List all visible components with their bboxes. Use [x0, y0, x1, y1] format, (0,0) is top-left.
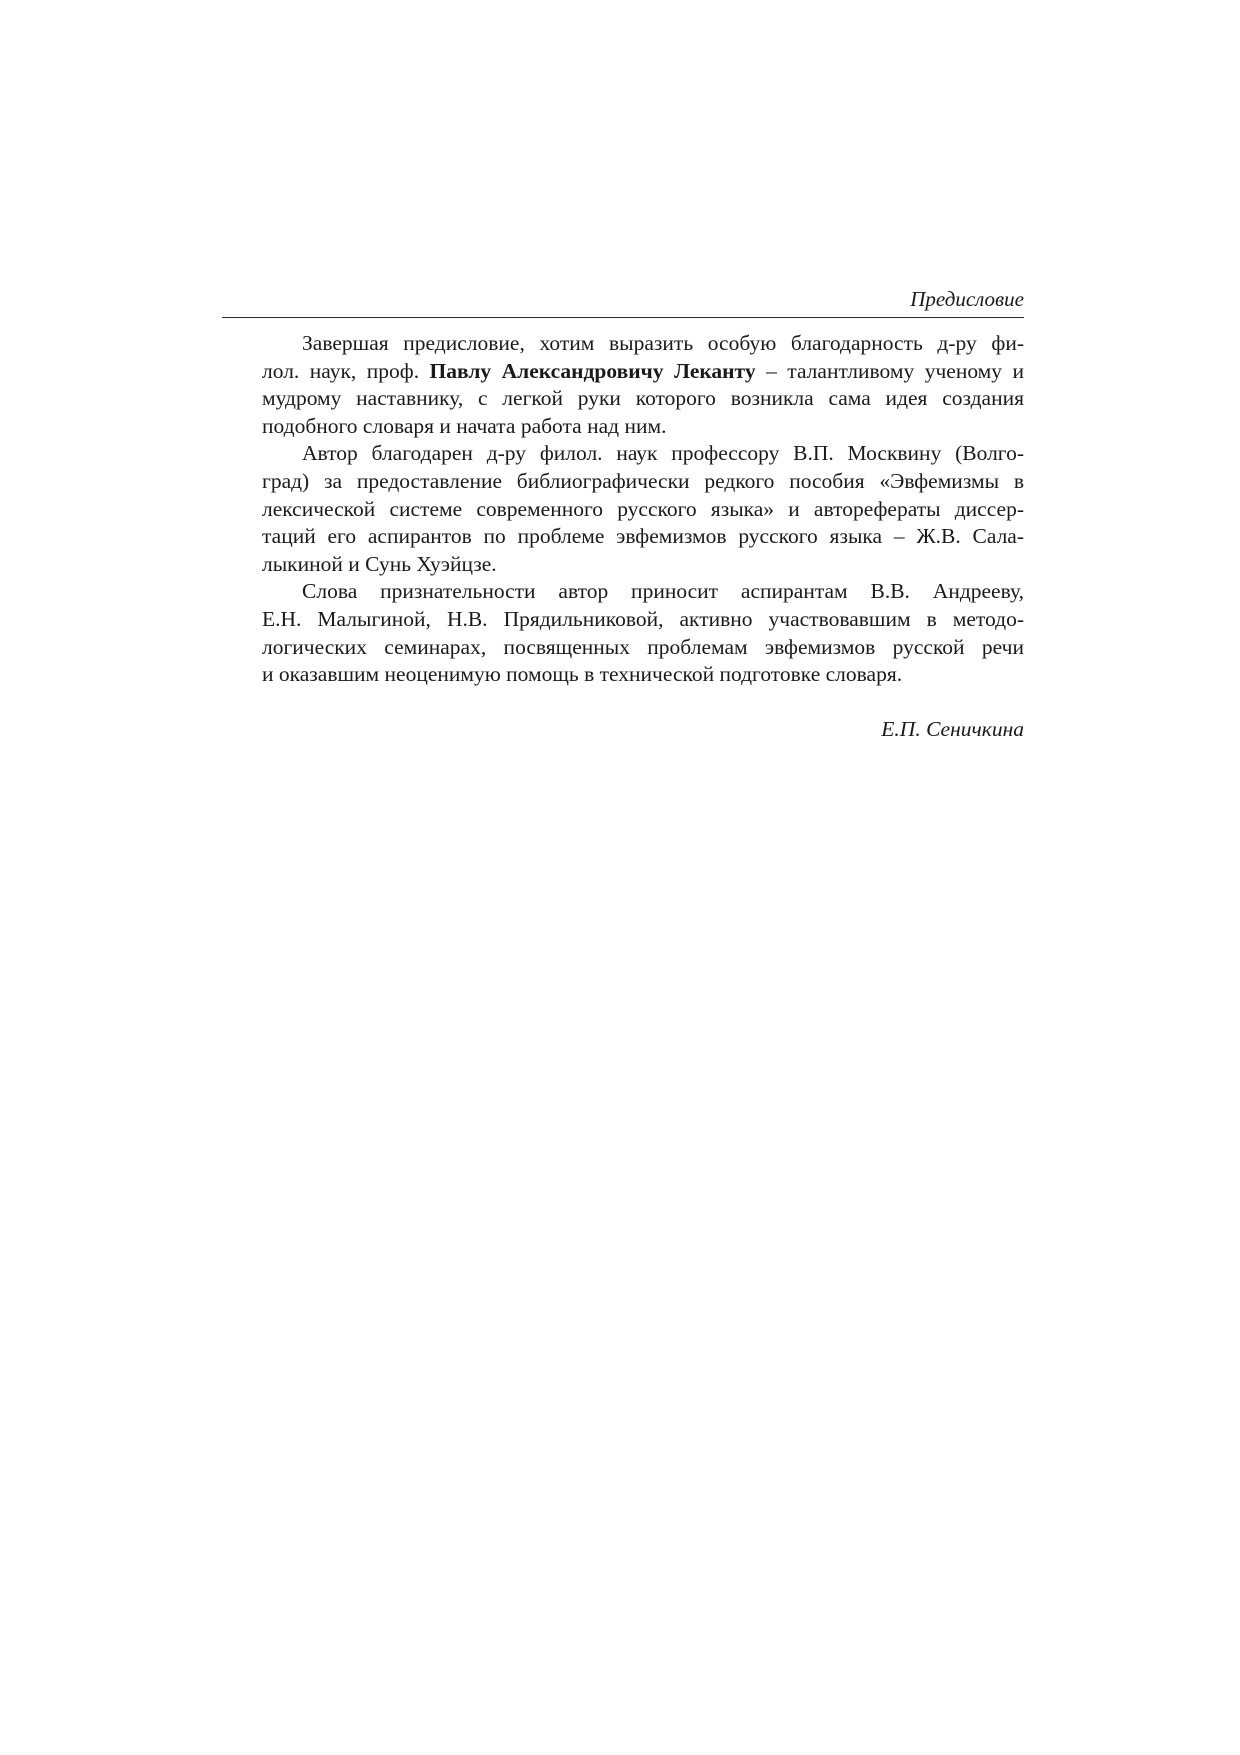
paragraph-1 [222, 330, 1024, 440]
text-line: таций его аспирантов по проблеме эвфемизмов русского языка – Ж.В. Сала- [262, 524, 1024, 549]
header-rule [222, 317, 1024, 318]
text-line: Е.Н. Малыгиной, Н.В. Прядильниковой, активно участвовавшим в методо- [262, 606, 1024, 631]
text-line: Слова признательности автор приносит аспирантам В.В. Андрееву, [302, 579, 1024, 604]
paragraph-3 [222, 578, 1024, 688]
text-line: лексической системе современного русского языка» и авторефераты диссер- [262, 496, 1024, 521]
author-signature: Е.П. Сеничкина [881, 717, 1024, 741]
text-line: и оказавшим неоценимую помощь в технической подготовке словаря. [262, 662, 903, 687]
text-line: мудрому наставнику, с легкой руки которого возникла сама идея создания [262, 386, 1024, 411]
text-line: Автор благодарен д-ру филол. наук профессору В.П. Москвину (Волго- [302, 441, 1024, 466]
bold-name: Павлу Александровичу Леканту [429, 358, 756, 383]
text-line: лол. наук, проф. Павлу Александровичу Леканту – талантливому ученому и [262, 358, 1024, 383]
text-line: град) за предоставление библиографически редкого пособия «Эвфемизмы в [262, 468, 1024, 493]
paragraph-2 [222, 440, 1024, 578]
preface-body [222, 330, 1024, 689]
text-line: лыкиной и Сунь Хуэйцзе. [262, 551, 497, 576]
text-line: Завершая предисловие, хотим выразить особую благодарность д-ру фи- [302, 331, 1024, 355]
running-head: Предисловие [910, 287, 1024, 311]
text-line: логических семинарах, посвященных проблемам эвфемизмов русской речи [262, 634, 1024, 659]
text-line: подобного словаря и начата работа над ним. [262, 413, 667, 438]
